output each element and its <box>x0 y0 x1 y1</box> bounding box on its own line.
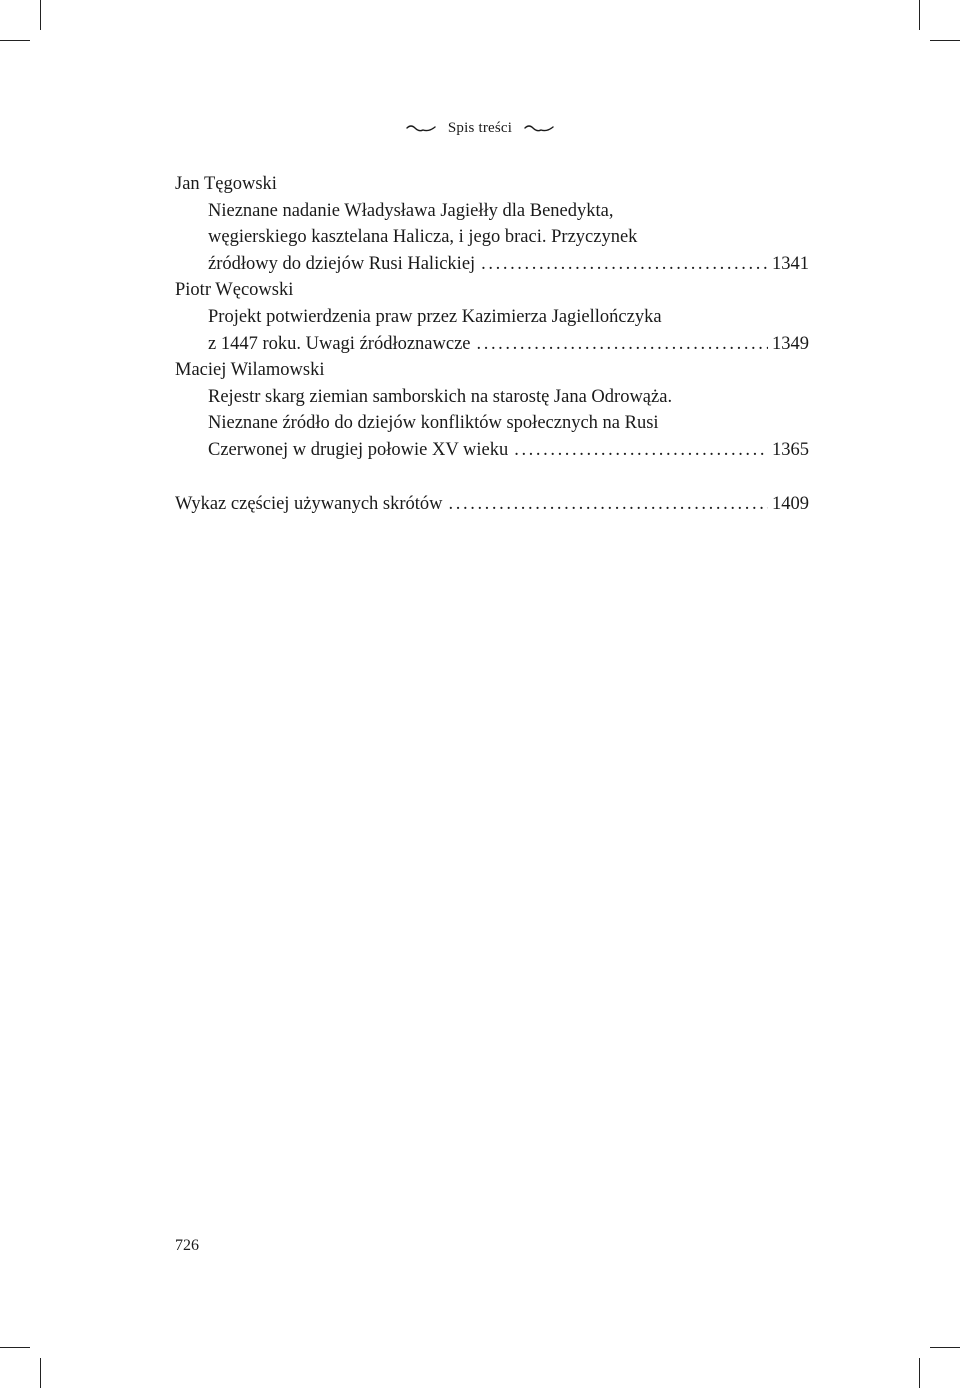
page-number: 1409 <box>772 493 809 514</box>
swash-ornament-icon <box>406 123 436 135</box>
page-number: 1341 <box>772 253 809 274</box>
entry-title-line: Nieznane źródło do dziejów konfliktów społecznych na Rusi <box>208 413 659 434</box>
crop-mark <box>40 1358 41 1388</box>
toc-entry <box>175 277 809 357</box>
crop-mark <box>930 1347 960 1348</box>
section-spacer <box>175 464 809 491</box>
appendix-title: Wykaz częściej używanych skrótów <box>175 493 443 514</box>
toc-link[interactable] <box>175 437 809 464</box>
folio-page-number: 726 <box>175 1237 199 1254</box>
entry-title-line: źródłowy do dziejów Rusi Halickiej <box>208 253 476 274</box>
dot-leader <box>481 251 768 278</box>
crop-mark <box>919 0 920 30</box>
toc-entry <box>175 171 809 277</box>
dot-leader <box>477 331 769 358</box>
crop-mark <box>40 0 41 30</box>
page-number: 1365 <box>772 439 809 460</box>
crop-mark <box>919 1358 920 1388</box>
entry-title-line: z 1447 roku. Uwagi źródłoznawcze <box>208 333 471 354</box>
entry-title-line: Rejestr skarg ziemian samborskich na starostę Jana Odrowąża. <box>208 386 673 407</box>
toc-link-appendix[interactable] <box>175 491 809 518</box>
running-head-title: Spis treści <box>447 120 513 137</box>
toc-link[interactable] <box>175 251 809 278</box>
crop-mark <box>930 40 960 41</box>
table-of-contents <box>175 171 809 517</box>
dot-leader <box>449 491 768 518</box>
entry-title-line: Projekt potwierdzenia praw przez Kazimierza Jagiellończyka <box>208 306 662 327</box>
swash-ornament-icon <box>524 123 554 135</box>
entry-author: Piotr Węcowski <box>175 280 294 301</box>
crop-mark <box>0 40 30 41</box>
page-number: 1349 <box>772 333 809 354</box>
entry-author: Maciej Wilamowski <box>175 360 325 381</box>
entry-title-line: Czerwonej w drugiej połowie XV wieku <box>208 439 509 460</box>
toc-link[interactable] <box>175 331 809 358</box>
running-head <box>0 120 960 137</box>
entry-author: Jan Tęgowski <box>175 174 277 194</box>
crop-mark <box>0 1347 30 1348</box>
dot-leader <box>514 437 768 464</box>
entry-title-line: Nieznane nadanie Władysława Jagiełły dla Benedykta, <box>208 200 614 221</box>
toc-entry <box>175 357 809 463</box>
entry-title-line: węgierskiego kasztelana Halicza, i jego braci. Przyczynek <box>208 227 638 248</box>
